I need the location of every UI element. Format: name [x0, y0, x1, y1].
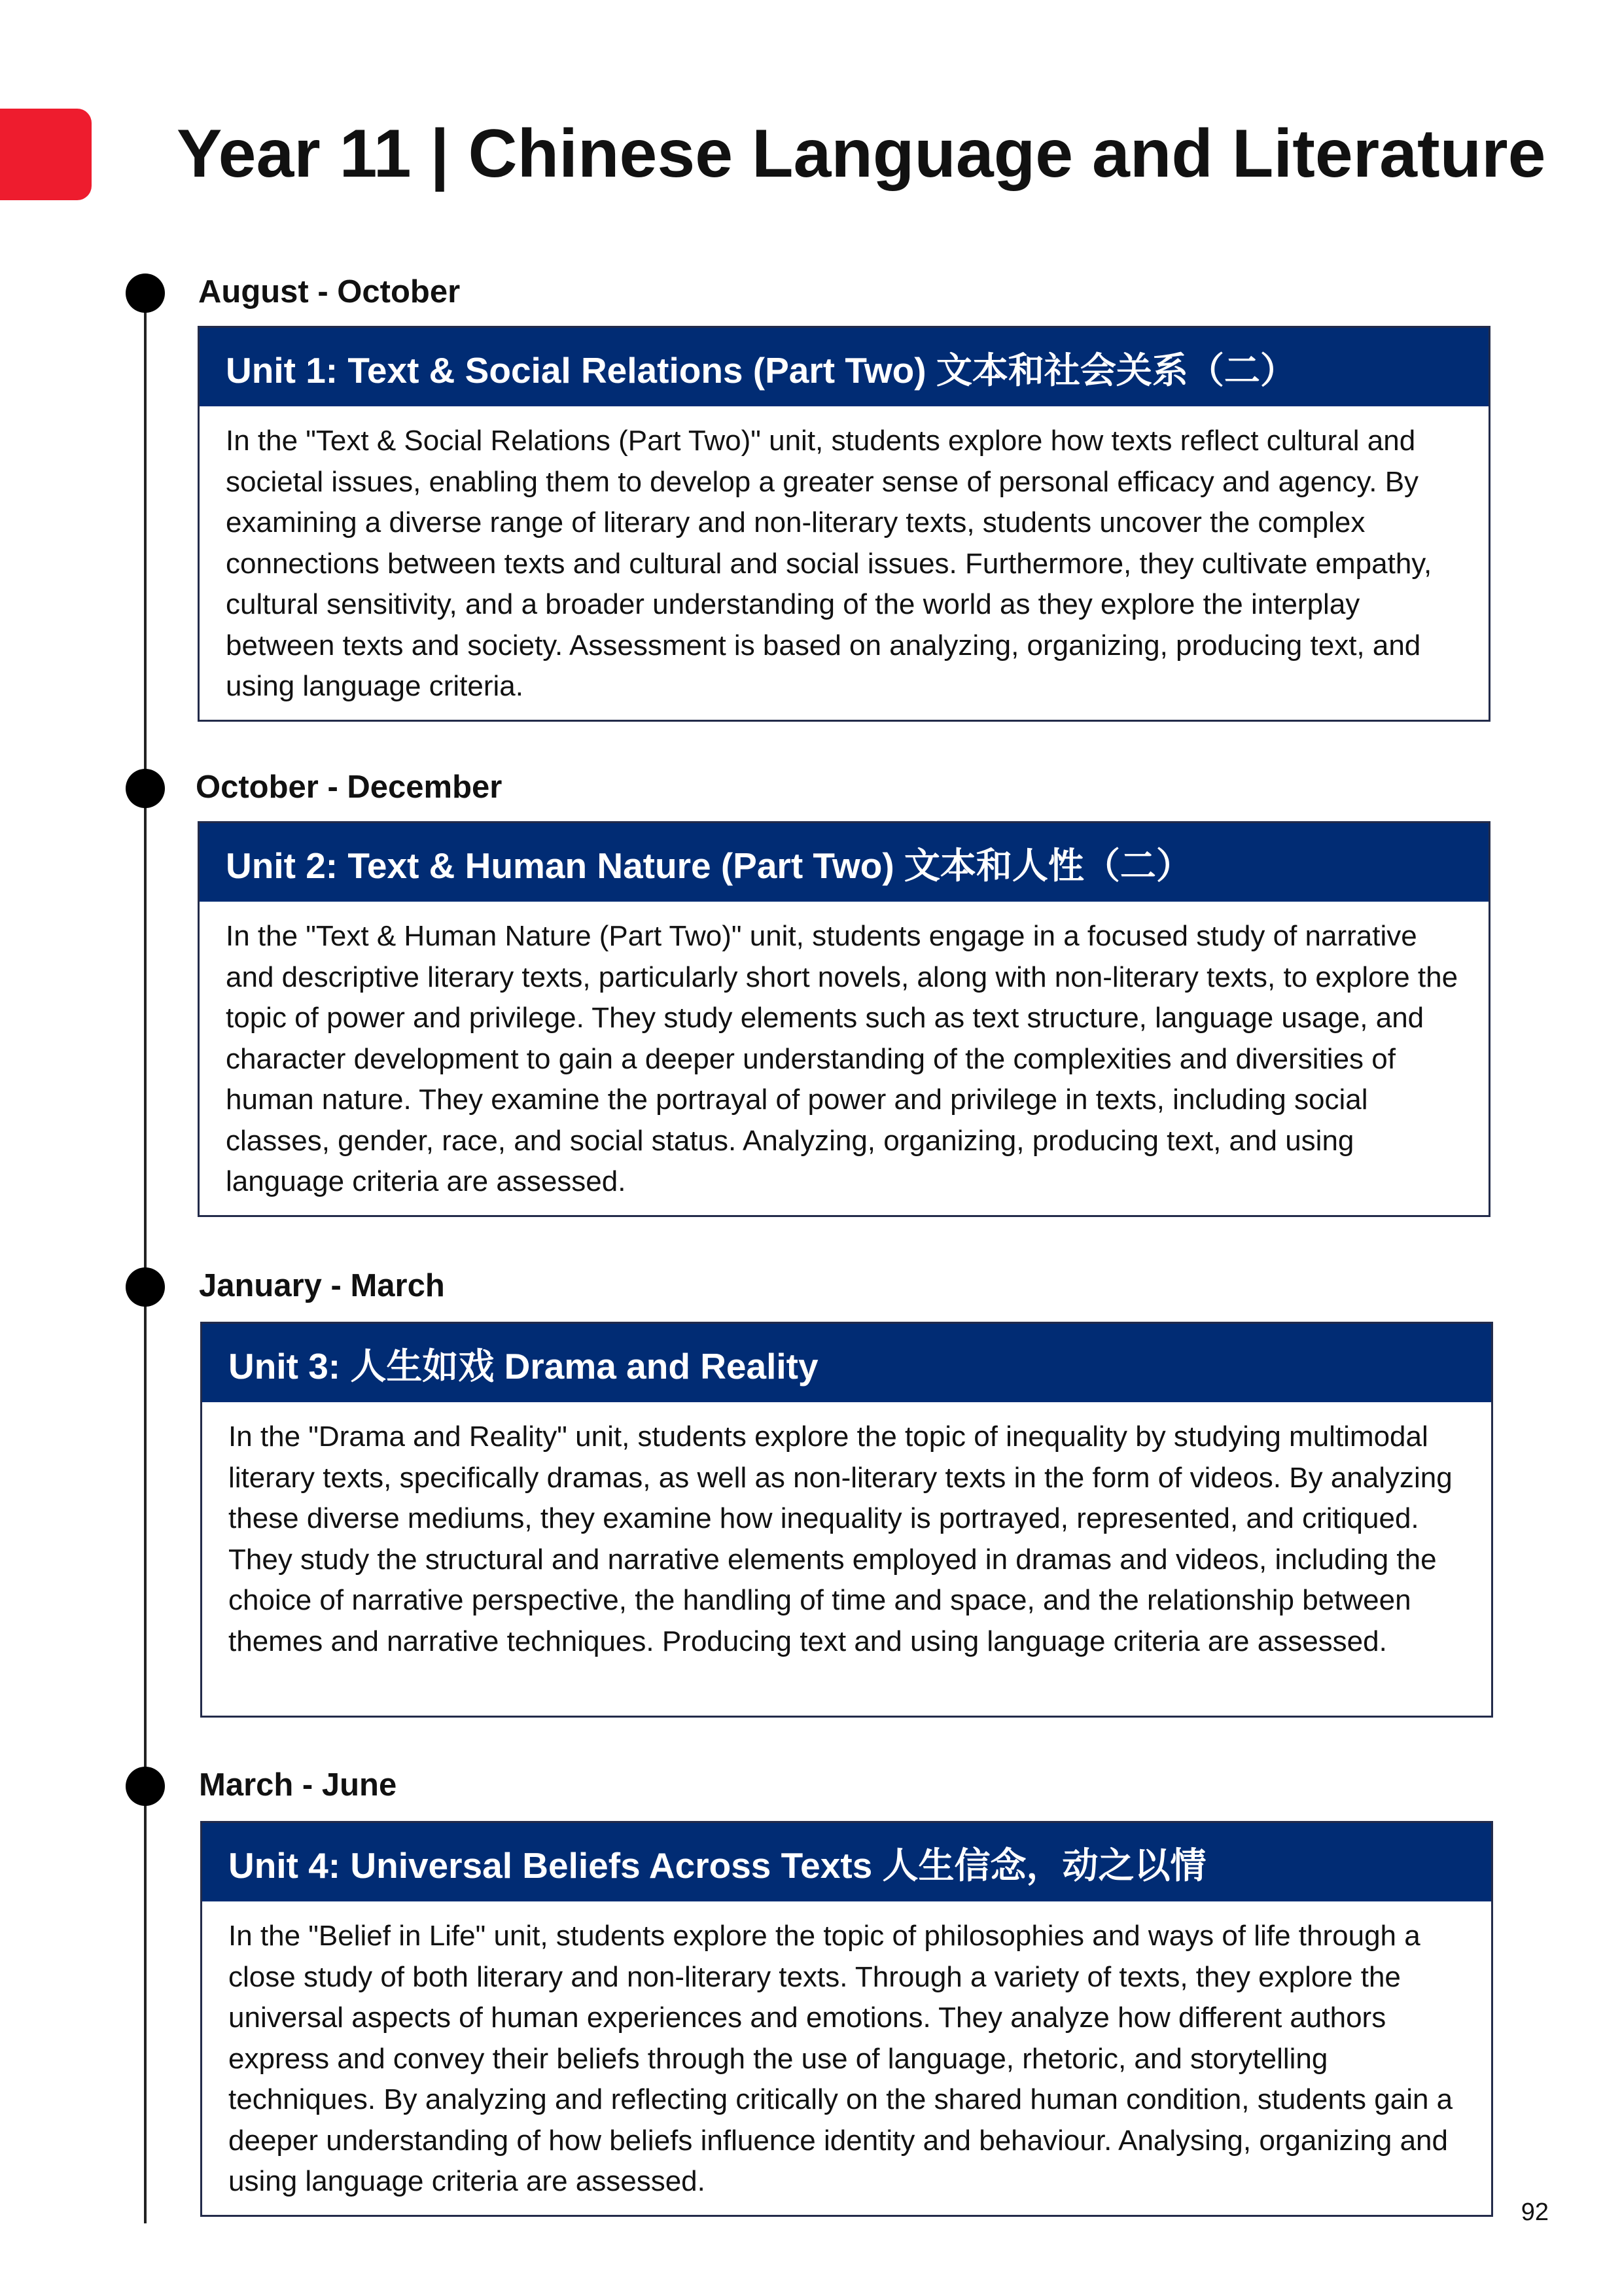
unit-description: In the "Text & Human Nature (Part Two)" unit, students engage in a focused study of narrative and descriptive literary texts, particularly short novels, along with non-literary texts, to explore the topic of power and privilege. They study elements such as text structure, language usage, and character development to gain a deeper understanding of the complexities and diversities of human nature. They examine the portrayal of power and privilege in texts, including social classes, gender, race, and social status. Analyzing, organizing, producing text, and using language criteria are assessed. [226, 920, 1458, 1197]
unit-description: In the "Drama and Reality" unit, students explore the topic of inequality by studying multimodal literary texts, specifically dramas, as well as non-literary texts in the form of videos. By analyzing these diverse mediums, they examine how inequality is portrayed, represented, and critiqued. They study the structural and narrative elements employed in dramas and videos, including the choice of narrative perspective, the handling of time and space, and the relationship between themes and narrative techniques. Producing text and using language criteria are assessed. [228, 1421, 1453, 1657]
unit-header [202, 1324, 1491, 1402]
timeline-dot [126, 274, 165, 313]
page-title: Year 11 | Chinese Language and Literature [177, 116, 1546, 192]
unit-description: In the "Belief in Life" unit, students explore the topic of philosophies and ways of life through a close study of both literary and non-literary texts. Through a variety of texts, they explore the universal aspects of human experiences and emotions. They analyze how different authors express and convey their beliefs through the use of language, rhetoric, and storytelling techniques. By analyzing and reflecting critically on the shared human condition, students gain a deeper understanding of how beliefs influence identity and behaviour. Analysing, organizing and using language criteria are assessed. [228, 1920, 1453, 2197]
unit-card [198, 821, 1490, 1217]
page-number: 92 [1521, 2199, 1549, 2226]
unit-period: March - June [199, 1767, 397, 1803]
unit-period: January - March [199, 1268, 445, 1303]
unit-period: October - December [196, 769, 502, 805]
unit-header [200, 823, 1489, 902]
timeline-line [144, 293, 147, 2223]
unit-title: Unit 3: 人生如戏 Drama and Reality [228, 1345, 819, 1386]
unit-card [198, 326, 1490, 722]
timeline-dot [126, 769, 165, 808]
unit-title: Unit 2: Text & Human Nature (Part Two) 文本和人性（二） [226, 845, 1192, 886]
unit-period: August - October [198, 274, 461, 309]
unit-card [200, 1821, 1493, 2217]
unit-header [202, 1823, 1491, 1901]
unit-card [200, 1322, 1493, 1718]
red-tab-marker [0, 109, 92, 200]
unit-title: Unit 4: Universal Beliefs Across Texts 人生信念，动之以情 [228, 1845, 1207, 1886]
unit-title: Unit 1: Text & Social Relations (Part Two) 文本和社会关系（二） [226, 349, 1296, 391]
timeline-dot [126, 1267, 165, 1307]
unit-description: In the "Text & Social Relations (Part Two)" unit, students explore how texts reflect cultural and societal issues, enabling them to develop a greater sense of personal efficacy and agency. By examining a diverse range of literary and non-literary texts, students uncover the complex connections between texts and cultural and social issues. Furthermore, they cultivate empathy, cultural sensitivity, and a broader understanding of the world as they explore the interplay between texts and society. Assessment is based on analyzing, organizing, producing text, and using language criteria. [226, 425, 1432, 702]
unit-header [200, 328, 1489, 406]
timeline-dot [126, 1767, 165, 1806]
